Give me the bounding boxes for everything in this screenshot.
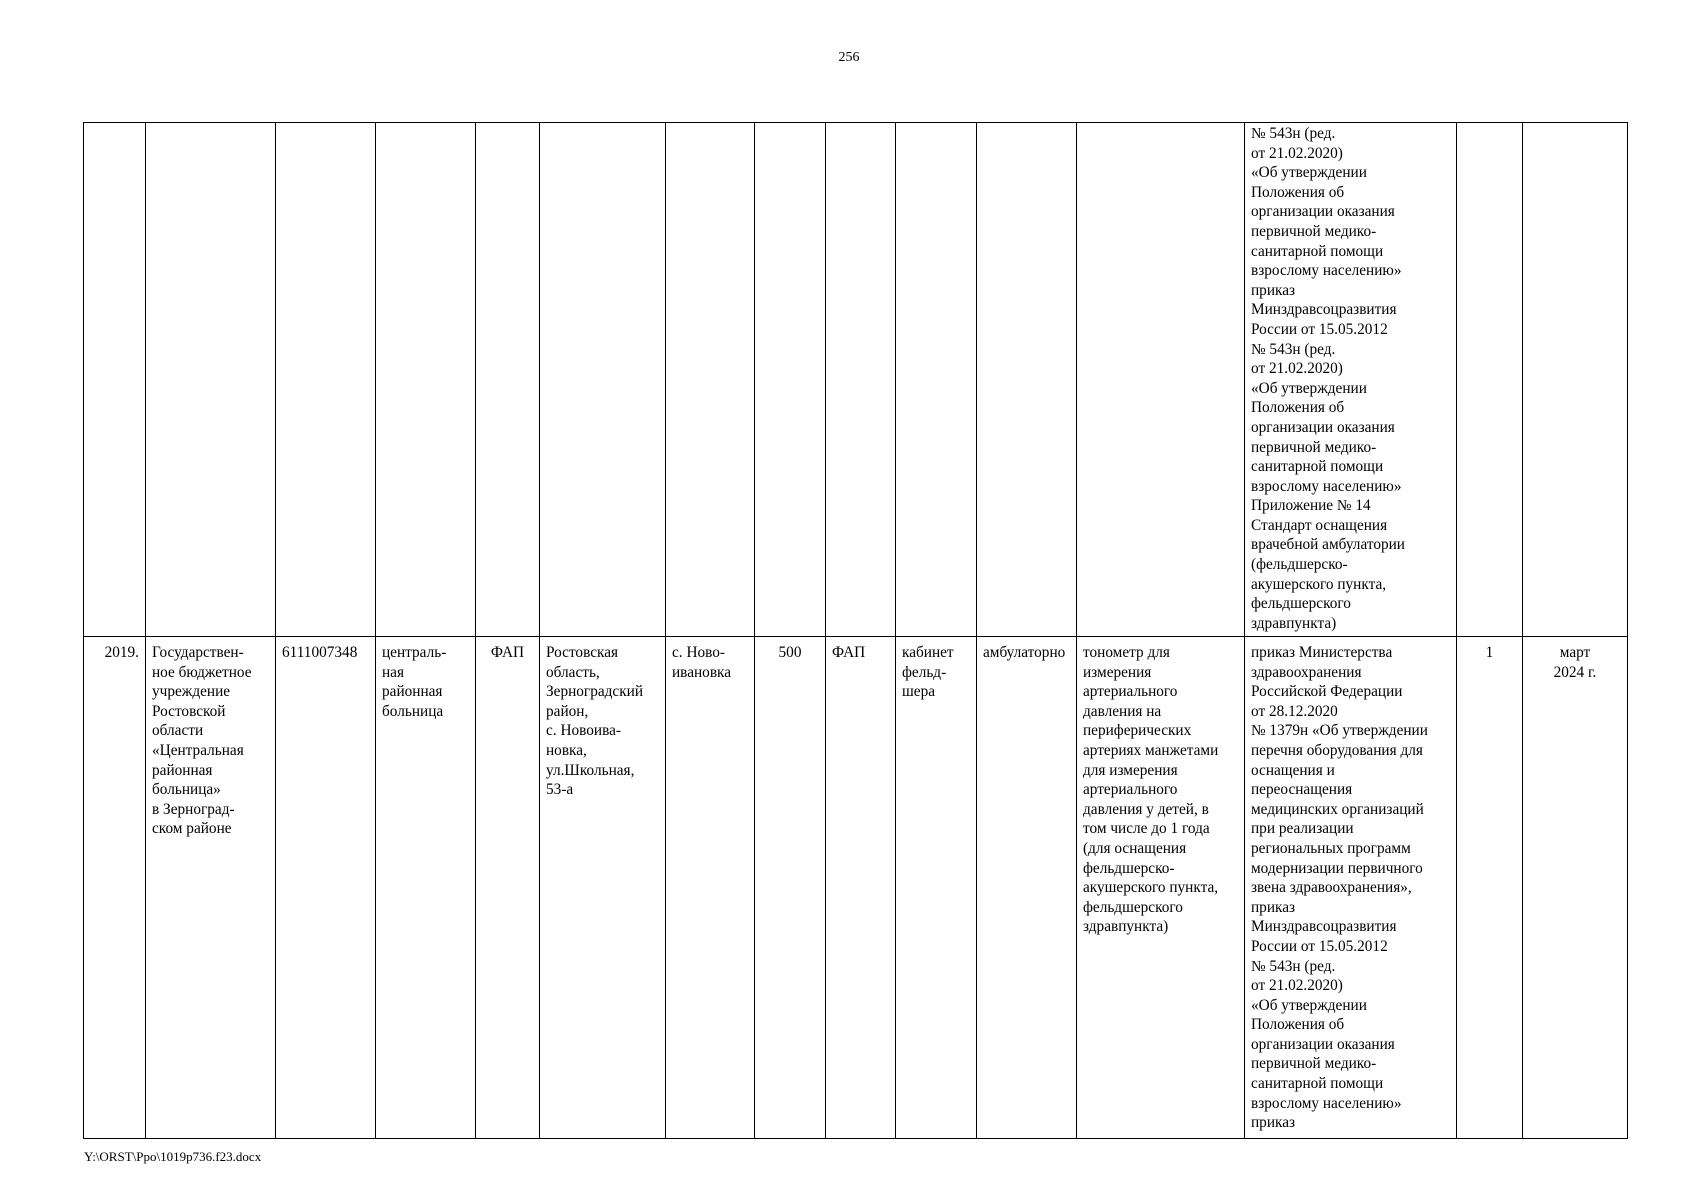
cell-subdivision: ФАП <box>826 637 896 1139</box>
cell-equipment: тонометр для измерения артериального давления на периферических артериях манжетами для измерения артериального давления у детей, в том числе до 1 года (для оснащения фельдшерско- акушерского пункта, фельдшерского здравпункта) <box>1077 637 1245 1139</box>
cell-empty <box>476 123 540 637</box>
cell-empty <box>376 123 476 637</box>
cell-address: Ростовская область, Зерноградский район, с. Новоива- новка, ул.Школьная, 53-а <box>540 637 666 1139</box>
cell-empty <box>1077 123 1245 637</box>
cell-locality: с. Ново- ивановка <box>666 637 755 1139</box>
table-row-continued <box>84 123 1628 637</box>
cell-organization: Государствен- ное бюджетное учреждение Ростовской области «Центральная районная больница» в Зерноград- ском районе <box>146 637 276 1139</box>
cell-empty <box>1457 123 1523 637</box>
cell-regulation-continued: № 543н (ред. от 21.02.2020) «Об утверждении Положения об организации оказания первичной медико- санитарной помощи взрослому населению» приказ Минздравсоцразвития России от 15.05.2012 № 543н (ред. от 21.02.2020) «Об утверждении Положения об организации оказания первичной медико- санитарной помощи взрослому населению» Приложение № 14 Стандарт оснащения врачебной амбулатории (фельдшерско- акушерского пункта, фельдшерского здравпункта) <box>1245 123 1457 637</box>
cell-empty <box>1523 123 1628 637</box>
cell-org-type: централь- ная районная больница <box>376 637 476 1139</box>
page-number: 256 <box>838 50 860 65</box>
footer-file-path: Y:\ORST\Ppo\1019p736.f23.docx <box>84 1149 262 1164</box>
cell-row-number: 2019. <box>84 637 146 1139</box>
cell-empty <box>84 123 146 637</box>
cell-inn: 6111007348 <box>276 637 376 1139</box>
table-row-2019 <box>84 637 1628 1139</box>
cell-care-type: амбулаторно <box>977 637 1077 1139</box>
cell-regulation: приказ Министерства здравоохранения Российской Федерации от 28.12.2020 № 1379н «Об утверждении перечня оборудования для оснащения и переоснащения медицинских организаций при реализации региональных программ модернизации первичного звена здравоохранения», приказ Минздравсоцразвития России от 15.05.2012 № 543н (ред. от 21.02.2020) «Об утверждении Положения об организации оказания первичной медико- санитарной помощи взрослому населению» приказ <box>1245 637 1457 1139</box>
cell-empty <box>896 123 977 637</box>
cell-empty <box>146 123 276 637</box>
cell-empty <box>540 123 666 637</box>
cell-empty <box>755 123 826 637</box>
cell-room: кабинет фельд- шера <box>896 637 977 1139</box>
cell-deadline: март 2024 г. <box>1523 637 1628 1139</box>
cell-empty <box>826 123 896 637</box>
cell-empty <box>977 123 1077 637</box>
equipment-table <box>83 122 1628 1139</box>
cell-population: 500 <box>755 637 826 1139</box>
cell-unit-type: ФАП <box>476 637 540 1139</box>
cell-empty <box>276 123 376 637</box>
cell-quantity: 1 <box>1457 637 1523 1139</box>
cell-empty <box>666 123 755 637</box>
